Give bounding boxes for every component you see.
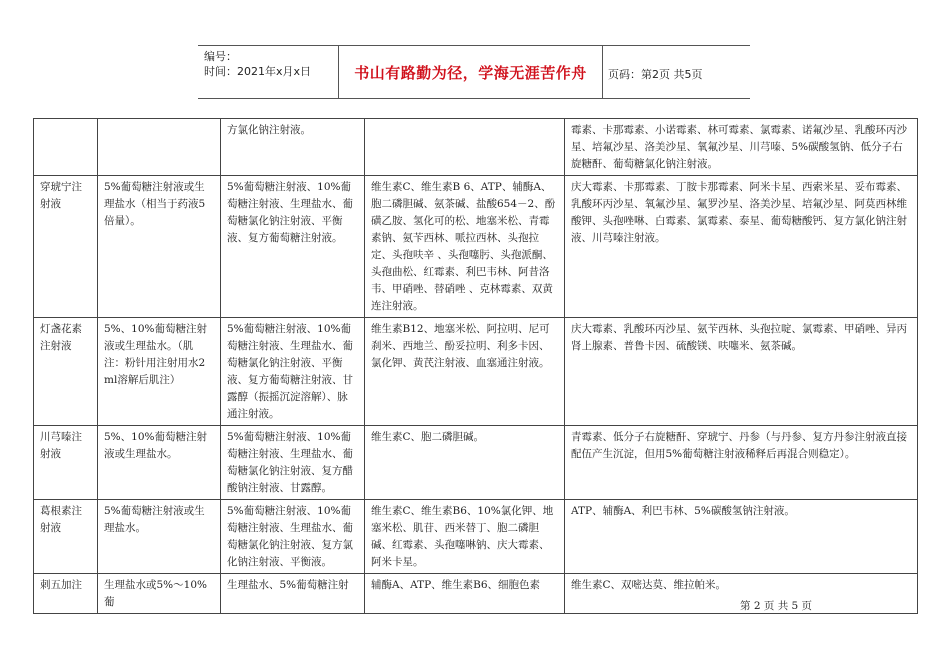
cell-compatible: 5%葡萄糖注射液、10%葡萄糖注射液、生理盐水、葡萄糖氯化钠注射液、平衡液、复方葡萄糖注射液。 (221, 176, 365, 318)
cell-drugs (365, 119, 565, 176)
cell-drugs: 维生素C、胞二磷胆碱。 (365, 426, 565, 500)
cell-solvent: 5%葡萄糖注射液或生理盐水（相当于药液5倍量）。 (98, 176, 221, 318)
cell-compatible: 方氯化钠注射液。 (221, 119, 365, 176)
cell-name: 灯盏花素注射液 (34, 318, 98, 426)
cell-name: 川芎嗪注射液 (34, 426, 98, 500)
table-row (34, 426, 918, 500)
table-row (34, 500, 918, 574)
page-footer: 第 2 页 共 5 页 (740, 600, 813, 612)
cell-solvent: 5%葡萄糖注射液或生理盐水。 (98, 500, 221, 574)
cell-incompatible: 庆大霉素、卡那霉素、丁胺卡那霉素、阿米卡星、西索米星、妥布霉素、乳酸环丙沙星、氧氟沙星、氟罗沙星、洛美沙星、培氟沙星、阿莫西林维酸钾、头孢唑啉、白霉素、氯霉素、泰星、葡萄糖酸钙、复方氯化钠注射液、川芎嗪注射液。 (565, 176, 918, 318)
cell-compatible: 5%葡萄糖注射液、10%葡萄糖注射液、生理盐水、葡萄糖氯化钠注射液、平衡液、复方葡萄糖注射液、甘露醇（振摇沉淀溶解）、脉通注射液。 (221, 318, 365, 426)
cell-compatible: 5%葡萄糖注射液、10%葡萄糖注射液、生理盐水、葡萄糖氯化钠注射液、复方氯化钠注射液、平衡液。 (221, 500, 365, 574)
header-time: 时间：2021年x月x日 (204, 65, 312, 78)
cell-solvent (98, 119, 221, 176)
table-row (34, 318, 918, 426)
header-number: 编号： (204, 50, 237, 63)
cell-compatible: 生理盐水、5%葡萄糖注射 (221, 574, 365, 614)
cell-incompatible: 维生素C、双嘧达莫、维拉帕米。 (565, 574, 918, 614)
cell-name: 葛根素注射液 (34, 500, 98, 574)
header-page: 页码：第2页 共5页 (608, 68, 703, 81)
table-row (34, 176, 918, 318)
cell-drugs: 维生素B12、地塞米松、阿拉明、尼可刹米、西地兰、酚妥拉明、利多卡因、氯化钾、黄芪注射液、血塞通注射液。 (365, 318, 565, 426)
cell-drugs: 辅酶A、ATP、维生素B6、细胞色素 (365, 574, 565, 614)
compatibility-table (33, 118, 918, 614)
cell-solvent: 生理盐水或5%～10%葡 (98, 574, 221, 614)
header-motto: 书山有路勤为径，学海无涯苦作舟 (354, 64, 587, 82)
cell-solvent: 5%、10%葡萄糖注射液或生理盐水。（肌注：粉针用注射用水2ml溶解后肌注） (98, 318, 221, 426)
table-row (34, 119, 918, 176)
cell-incompatible: 青霉素、低分子右旋糖酐、穿琥宁、丹参（与丹参、复方丹参注射液直接配伍产生沉淀，但用5%葡萄糖注射液稀释后再混合则稳定）。 (565, 426, 918, 500)
cell-drugs: 维生素C、维生素B 6、ATP、辅酶A、胞二磷胆碱、氨茶碱、盐酸654－2、酚磺乙胺、氢化可的松、地塞米松、青霉素钠、氨苄西林、哌拉西林、头孢拉定、头孢呋辛 、头孢噻肟、头孢派酮、头孢曲松、红霉素、利巴韦林、阿昔洛韦、甲硝唑、替硝唑 、克林霉素、双黄连注射液。 (365, 176, 565, 318)
cell-solvent: 5%、10%葡萄糖注射液或生理盐水。 (98, 426, 221, 500)
cell-incompatible: 霉素、卡那霉素、小诺霉素、林可霉素、氯霉素、诺氟沙星、乳酸环丙沙星、培氟沙星、洛美沙星、氧氟沙星、川芎嗪、5%碳酸氢钠、低分子右旋糖酐、葡萄糖氯化钠注射液。 (565, 119, 918, 176)
header-meta (204, 49, 311, 79)
header-divider (602, 46, 603, 98)
page-header (198, 45, 750, 99)
cell-name (34, 119, 98, 176)
cell-name: 穿琥宁注射液 (34, 176, 98, 318)
cell-incompatible: 庆大霉素、乳酸环丙沙星、氨苄西林、头孢拉啶、氯霉素、甲硝唑、异丙肾上腺素、普鲁卡因、硫酸镁、呋噻米、氨茶碱。 (565, 318, 918, 426)
cell-incompatible: ATP、辅酶A、利巴韦林、5%碳酸氢钠注射液。 (565, 500, 918, 574)
cell-compatible: 5%葡萄糖注射液、10%葡萄糖注射液、生理盐水、葡萄糖氯化钠注射液、复方醋酸钠注射液、甘露醇。 (221, 426, 365, 500)
cell-drugs: 维生素C、维生素B6、10%氯化钾、地塞米松、肌苷、西米替丁、胞二磷胆碱、红霉素、头孢噻啉钠、庆大霉素、阿米卡星。 (365, 500, 565, 574)
cell-name: 刺五加注 (34, 574, 98, 614)
